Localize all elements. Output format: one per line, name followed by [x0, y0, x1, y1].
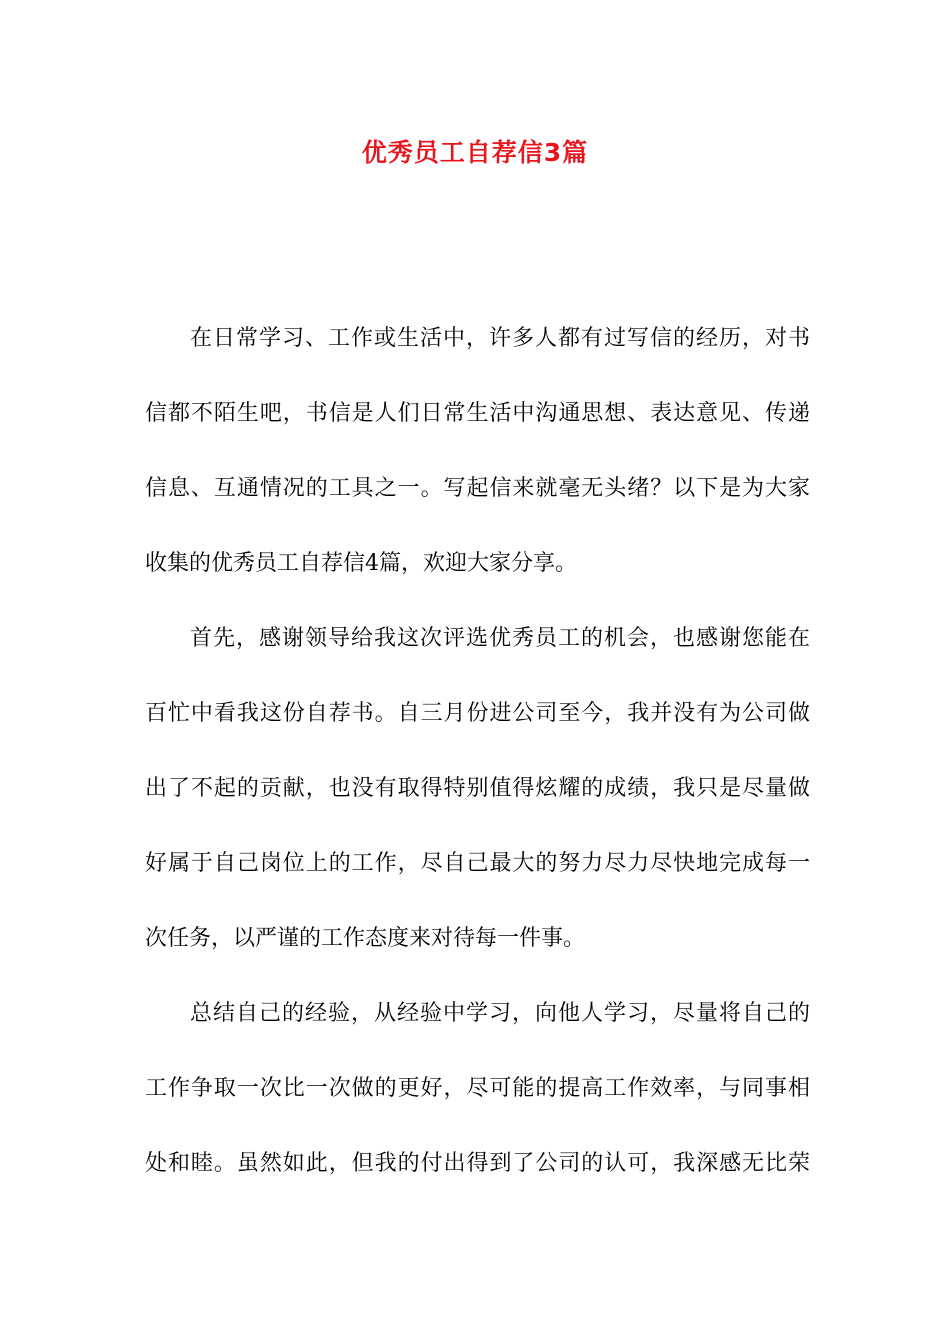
paragraph-line: 出了不起的贡献，也没有取得特别值得炫耀的成绩，我只是尽量做 — [145, 776, 810, 801]
paragraph-line: 工作争取一次比一次做的更好，尽可能的提高工作效率，与同事相 — [145, 1076, 810, 1101]
paragraph-line: 好属于自己岗位上的工作，尽自己最大的努力尽力尽快地完成每一 — [145, 851, 810, 876]
paragraph-line: 首先，感谢领导给我这次评选优秀员工的机会，也感谢您能在 — [190, 626, 810, 651]
paragraph-line: 信息、互通情况的工具之一。写起信来就毫无头绪？以下是为大家 — [145, 476, 810, 501]
paragraph-line: 信都不陌生吧，书信是人们日常生活中沟通思想、表达意见、传递 — [145, 401, 810, 426]
paragraph-line: 在日常学习、工作或生活中，许多人都有过写信的经历，对书 — [190, 326, 810, 351]
document-title: 优秀员工自荐信3篇 — [361, 138, 589, 167]
paragraph-1 — [145, 317, 810, 617]
document-body — [145, 317, 810, 1217]
paragraph-line: 收集的优秀员工自荐信4篇，欢迎大家分享。 — [145, 551, 577, 576]
paragraph-line: 总结自己的经验，从经验中学习，向他人学习，尽量将自己的 — [190, 1001, 810, 1026]
paragraph-line: 次任务，以严谨的工作态度来对待每一件事。 — [145, 926, 586, 951]
paragraph-3 — [145, 992, 810, 1217]
paragraph-line: 处和睦。虽然如此，但我的付出得到了公司的认可，我深感无比荣 — [145, 1151, 810, 1176]
paragraph-line: 百忙中看我这份自荐书。自三月份进公司至今，我并没有为公司做 — [145, 701, 810, 726]
paragraph-2 — [145, 617, 810, 992]
